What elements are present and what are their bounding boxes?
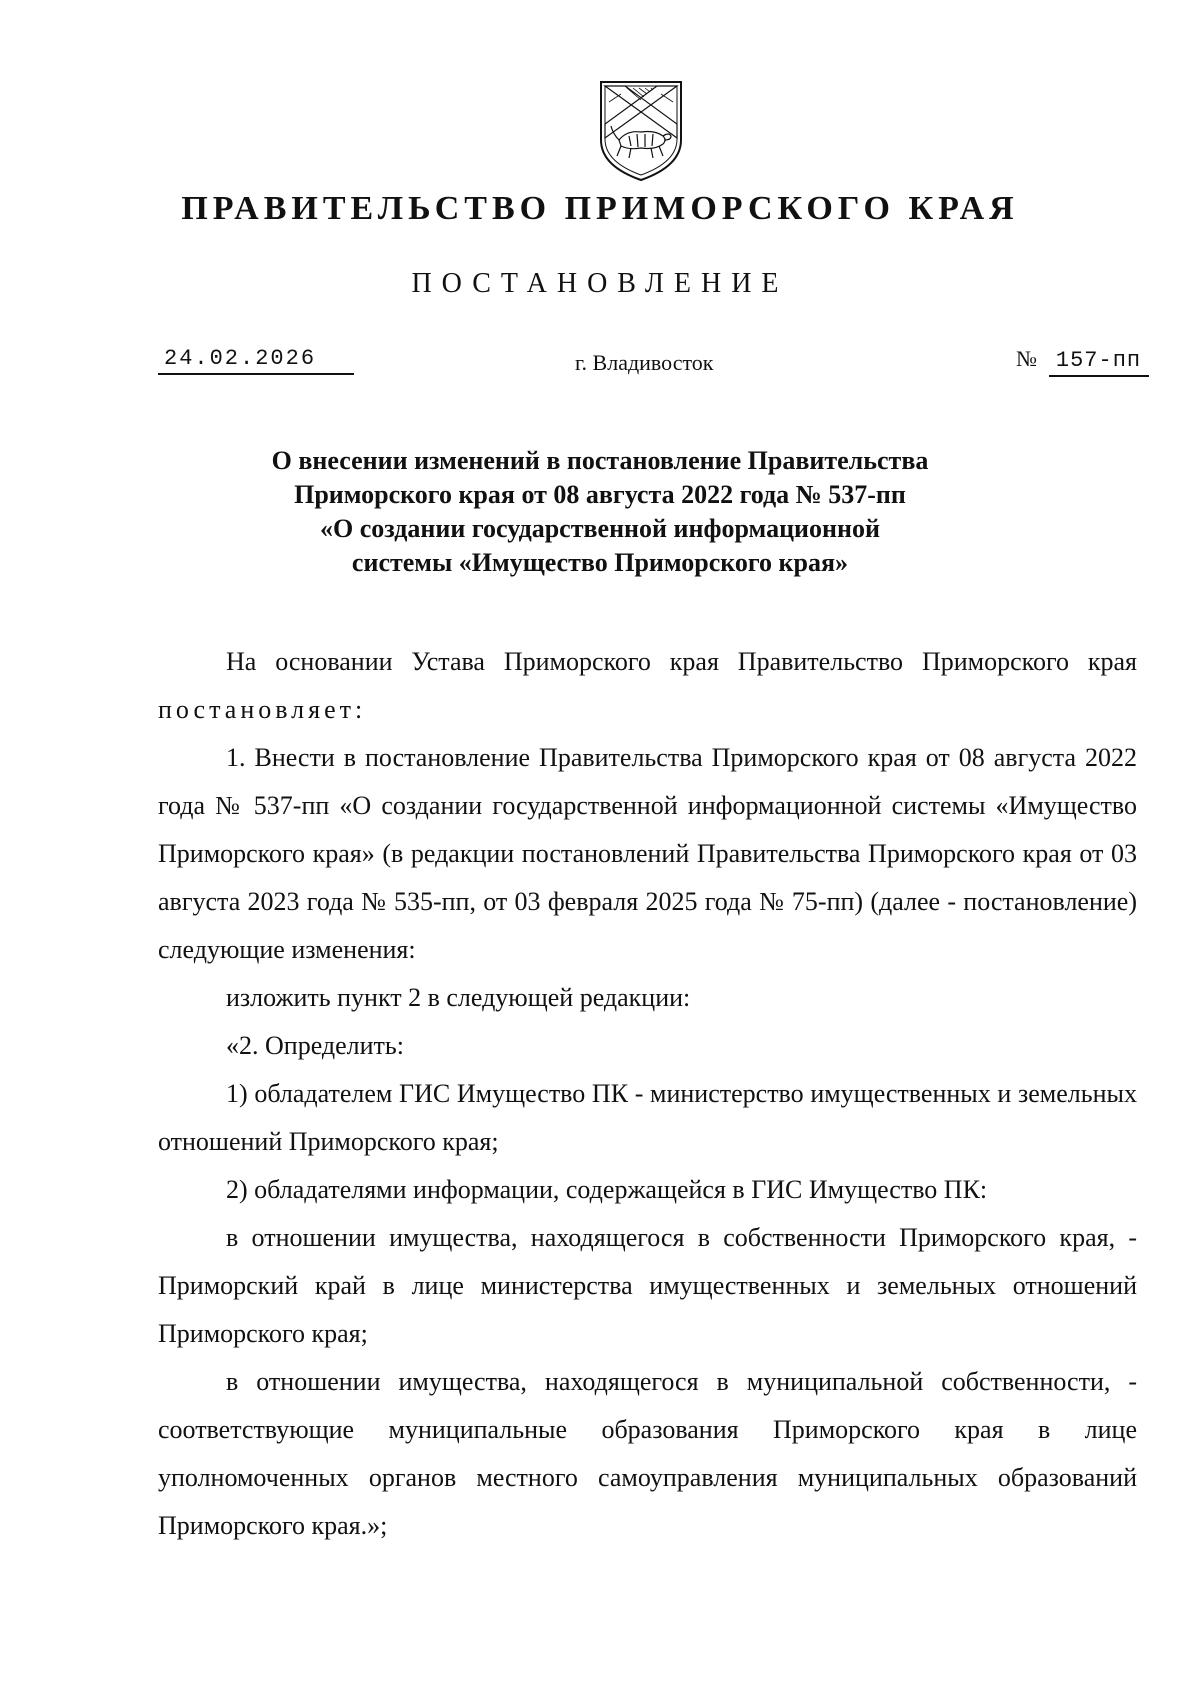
paragraph-instruction: изложить пункт 2 в следующей редакции: <box>226 983 691 1012</box>
number-value: 157-пп <box>1049 348 1149 377</box>
heading-line: О внесении изменений в постановление Правительства <box>271 446 929 475</box>
number-sign: № <box>1016 346 1037 371</box>
government-title: ПРАВИТЕЛЬСТВО ПРИМОРСКОГО КРАЯ <box>181 190 1019 227</box>
paragraph-subitem-1: 1) обладателем ГИС Имущество ПК - министерство имущественных и земельных отношений Приморского края; <box>158 1079 1137 1156</box>
document-body <box>158 638 1137 1550</box>
coat-of-arms-emblem <box>597 78 685 184</box>
document-heading <box>150 444 1050 580</box>
document-date: 24.02.2026 <box>158 346 354 375</box>
document-type-title: ПОСТАНОВЛЕНИЕ <box>411 268 789 299</box>
heading-line: «О создании государственной информационной <box>320 514 880 543</box>
heading-line: системы «Имущество Приморского края» <box>351 548 849 577</box>
paragraph-municipal-property: в отношении имущества, находящегося в муниципальной собственности, - соответствующие муниципальные образования Приморского края в лице уполномоченных органов местного самоуправления муниципальных образований Приморского края.»; <box>158 1367 1137 1540</box>
document-number <box>1016 346 1149 377</box>
document-city: г. Владивосток <box>575 350 714 375</box>
paragraph-regional-property: в отношении имущества, находящегося в собственности Приморского края, - Приморский край в лице министерства имущественных и земельных отношений Приморского края; <box>158 1223 1137 1348</box>
paragraph-item-1: 1. Внести в постановление Правительства Приморского края от 08 августа 2022 года № 537-пп «О создании государственной информационной системы «Имущество Приморского края» (в редакции постановлений Правительства Приморского края от 03 августа 2023 года № 535-пп, от 03 февраля 2025 года № 75-пп) (далее - постановление) следующие изменения: <box>158 743 1137 964</box>
preamble-text: На основании Устава Приморского края Правительство Приморского края <box>226 647 1137 676</box>
paragraph-preamble <box>158 638 1137 734</box>
paragraph-clause-2: «2. Определить: <box>226 1031 404 1060</box>
paragraph-subitem-2: 2) обладателями информации, содержащейся в ГИС Имущество ПК: <box>226 1175 988 1204</box>
preamble-resolves: постановляет: <box>158 695 367 724</box>
heading-line: Приморского края от 08 августа 2022 года № 537-пп <box>294 480 906 509</box>
